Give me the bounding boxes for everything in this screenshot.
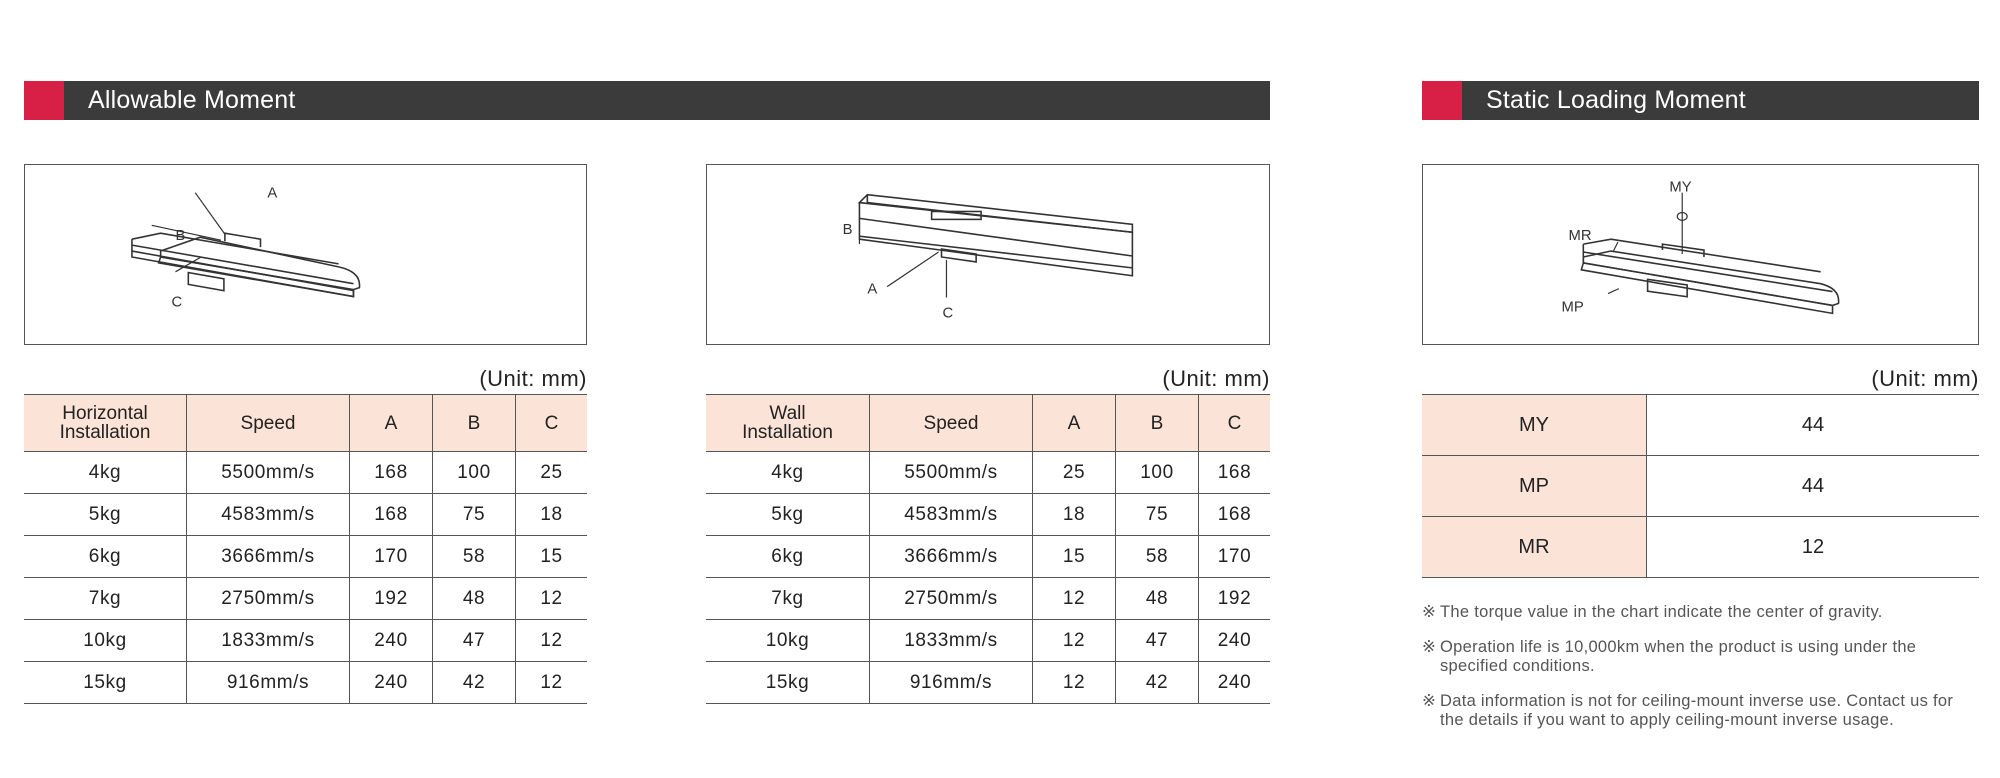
col-a: A bbox=[350, 395, 433, 452]
label-c: C bbox=[171, 294, 183, 311]
cell: 12 bbox=[1033, 578, 1116, 620]
cell: 100 bbox=[433, 452, 516, 494]
cell: 168 bbox=[1199, 452, 1271, 494]
allowable-moment-title: Allowable Moment bbox=[88, 86, 296, 114]
static-actuator-drawing bbox=[1423, 165, 1978, 344]
cell: 4kg bbox=[24, 452, 187, 494]
cell: 15 bbox=[516, 536, 588, 578]
cell: 240 bbox=[350, 620, 433, 662]
table-row bbox=[1422, 517, 1979, 578]
table-row bbox=[1422, 395, 1979, 456]
cell: 15kg bbox=[706, 662, 870, 704]
unit-label-wall: (Unit: mm) bbox=[1162, 366, 1270, 391]
moment-value: 44 bbox=[1646, 456, 1979, 517]
cell: 2750mm/s bbox=[187, 578, 350, 620]
col-wall-installation: Wall Installation bbox=[706, 395, 870, 452]
cell: 12 bbox=[1033, 620, 1116, 662]
cell: 12 bbox=[516, 662, 588, 704]
col-speed: Speed bbox=[870, 395, 1033, 452]
label-b: B bbox=[175, 228, 186, 245]
allowable-moment-header bbox=[24, 81, 1270, 120]
note-text: Data information is not for ceiling-mount inverse use. Contact us for the details if you want to apply ceiling-mount inverse usage. bbox=[1440, 692, 1954, 729]
cell: 240 bbox=[1199, 620, 1271, 662]
table-row bbox=[1422, 456, 1979, 517]
col-b: B bbox=[433, 395, 516, 452]
cell: 4583mm/s bbox=[870, 494, 1033, 536]
cell: 5500mm/s bbox=[187, 452, 350, 494]
col-b: B bbox=[1116, 395, 1199, 452]
moment-value: 12 bbox=[1646, 517, 1979, 578]
label-mr: MR bbox=[1568, 228, 1592, 245]
table-row bbox=[706, 494, 1270, 536]
table-row bbox=[24, 536, 587, 578]
cell: 48 bbox=[1116, 578, 1199, 620]
cell: 1833mm/s bbox=[187, 620, 350, 662]
table-header-row bbox=[24, 395, 587, 452]
cell: 240 bbox=[1199, 662, 1271, 704]
cell: 4583mm/s bbox=[187, 494, 350, 536]
cell: 916mm/s bbox=[870, 662, 1033, 704]
cell: 47 bbox=[1116, 620, 1199, 662]
note-text: Operation life is 10,000km when the product is using under the specified conditions. bbox=[1440, 638, 1917, 675]
col-horizontal-installation: Horizontal Installation bbox=[24, 395, 187, 452]
cell: 18 bbox=[516, 494, 588, 536]
cell: 58 bbox=[1116, 536, 1199, 578]
table-header-row bbox=[706, 395, 1270, 452]
label-c: C bbox=[942, 305, 954, 322]
cell: 42 bbox=[433, 662, 516, 704]
cell: 5kg bbox=[706, 494, 870, 536]
notes bbox=[1422, 603, 1979, 746]
cell: 6kg bbox=[24, 536, 187, 578]
cell: 168 bbox=[350, 494, 433, 536]
horizontal-installation-table bbox=[24, 394, 587, 704]
cell: 4kg bbox=[706, 452, 870, 494]
cell: 6kg bbox=[706, 536, 870, 578]
table-row bbox=[24, 578, 587, 620]
table-row bbox=[706, 578, 1270, 620]
moment-label: MP bbox=[1422, 456, 1646, 517]
static-moment-title: Static Loading Moment bbox=[1486, 86, 1746, 114]
table-row bbox=[24, 494, 587, 536]
cell: 25 bbox=[516, 452, 588, 494]
table-row bbox=[24, 662, 587, 704]
table-row bbox=[24, 452, 587, 494]
label-a: A bbox=[867, 281, 878, 298]
static-loading-table bbox=[1422, 394, 1979, 578]
note-text: The torque value in the chart indicate the center of gravity. bbox=[1440, 603, 1883, 621]
label-mp: MP bbox=[1561, 299, 1584, 316]
cell: 12 bbox=[516, 620, 588, 662]
cell: 10kg bbox=[706, 620, 870, 662]
label-a: A bbox=[267, 185, 278, 202]
cell: 5500mm/s bbox=[870, 452, 1033, 494]
cell: 3666mm/s bbox=[187, 536, 350, 578]
static-moment-header bbox=[1422, 81, 1979, 120]
cell: 12 bbox=[1033, 662, 1116, 704]
table-row bbox=[24, 620, 587, 662]
note-mark: ※ bbox=[1422, 692, 1437, 710]
cell: 168 bbox=[1199, 494, 1271, 536]
cell: 100 bbox=[1116, 452, 1199, 494]
cell: 2750mm/s bbox=[870, 578, 1033, 620]
moment-label: MY bbox=[1422, 395, 1646, 456]
wall-actuator-drawing bbox=[707, 165, 1269, 344]
cell: 47 bbox=[433, 620, 516, 662]
header-accent bbox=[24, 81, 64, 120]
cell: 170 bbox=[1199, 536, 1271, 578]
note-item bbox=[1422, 692, 1979, 730]
label-my: MY bbox=[1669, 179, 1692, 196]
unit-label-horizontal: (Unit: mm) bbox=[479, 366, 587, 391]
cell: 916mm/s bbox=[187, 662, 350, 704]
cell: 170 bbox=[350, 536, 433, 578]
header-accent bbox=[1422, 81, 1462, 120]
cell: 75 bbox=[1116, 494, 1199, 536]
cell: 18 bbox=[1033, 494, 1116, 536]
note-mark: ※ bbox=[1422, 603, 1437, 621]
cell: 15kg bbox=[24, 662, 187, 704]
cell: 1833mm/s bbox=[870, 620, 1033, 662]
cell: 7kg bbox=[706, 578, 870, 620]
note-item bbox=[1422, 638, 1979, 676]
static-loading-diagram bbox=[1422, 164, 1979, 345]
note-mark: ※ bbox=[1422, 638, 1437, 656]
table-row bbox=[706, 536, 1270, 578]
wall-installation-diagram bbox=[706, 164, 1270, 345]
label-b: B bbox=[842, 222, 853, 239]
col-speed: Speed bbox=[187, 395, 350, 452]
wall-installation-table bbox=[706, 394, 1270, 704]
note-item bbox=[1422, 603, 1979, 622]
cell: 7kg bbox=[24, 578, 187, 620]
cell: 192 bbox=[350, 578, 433, 620]
cell: 12 bbox=[516, 578, 588, 620]
cell: 42 bbox=[1116, 662, 1199, 704]
table-row bbox=[706, 662, 1270, 704]
col-c: C bbox=[516, 395, 588, 452]
cell: 75 bbox=[433, 494, 516, 536]
moment-value: 44 bbox=[1646, 395, 1979, 456]
col-a: A bbox=[1033, 395, 1116, 452]
cell: 58 bbox=[433, 536, 516, 578]
cell: 168 bbox=[350, 452, 433, 494]
cell: 240 bbox=[350, 662, 433, 704]
table-row bbox=[706, 620, 1270, 662]
cell: 15 bbox=[1033, 536, 1116, 578]
cell: 3666mm/s bbox=[870, 536, 1033, 578]
cell: 5kg bbox=[24, 494, 187, 536]
cell: 10kg bbox=[24, 620, 187, 662]
horizontal-actuator-drawing bbox=[25, 165, 586, 344]
cell: 48 bbox=[433, 578, 516, 620]
horizontal-installation-diagram bbox=[24, 164, 587, 345]
cell: 25 bbox=[1033, 452, 1116, 494]
table-row bbox=[706, 452, 1270, 494]
unit-label-static: (Unit: mm) bbox=[1871, 366, 1979, 391]
col-c: C bbox=[1199, 395, 1271, 452]
cell: 192 bbox=[1199, 578, 1271, 620]
moment-label: MR bbox=[1422, 517, 1646, 578]
